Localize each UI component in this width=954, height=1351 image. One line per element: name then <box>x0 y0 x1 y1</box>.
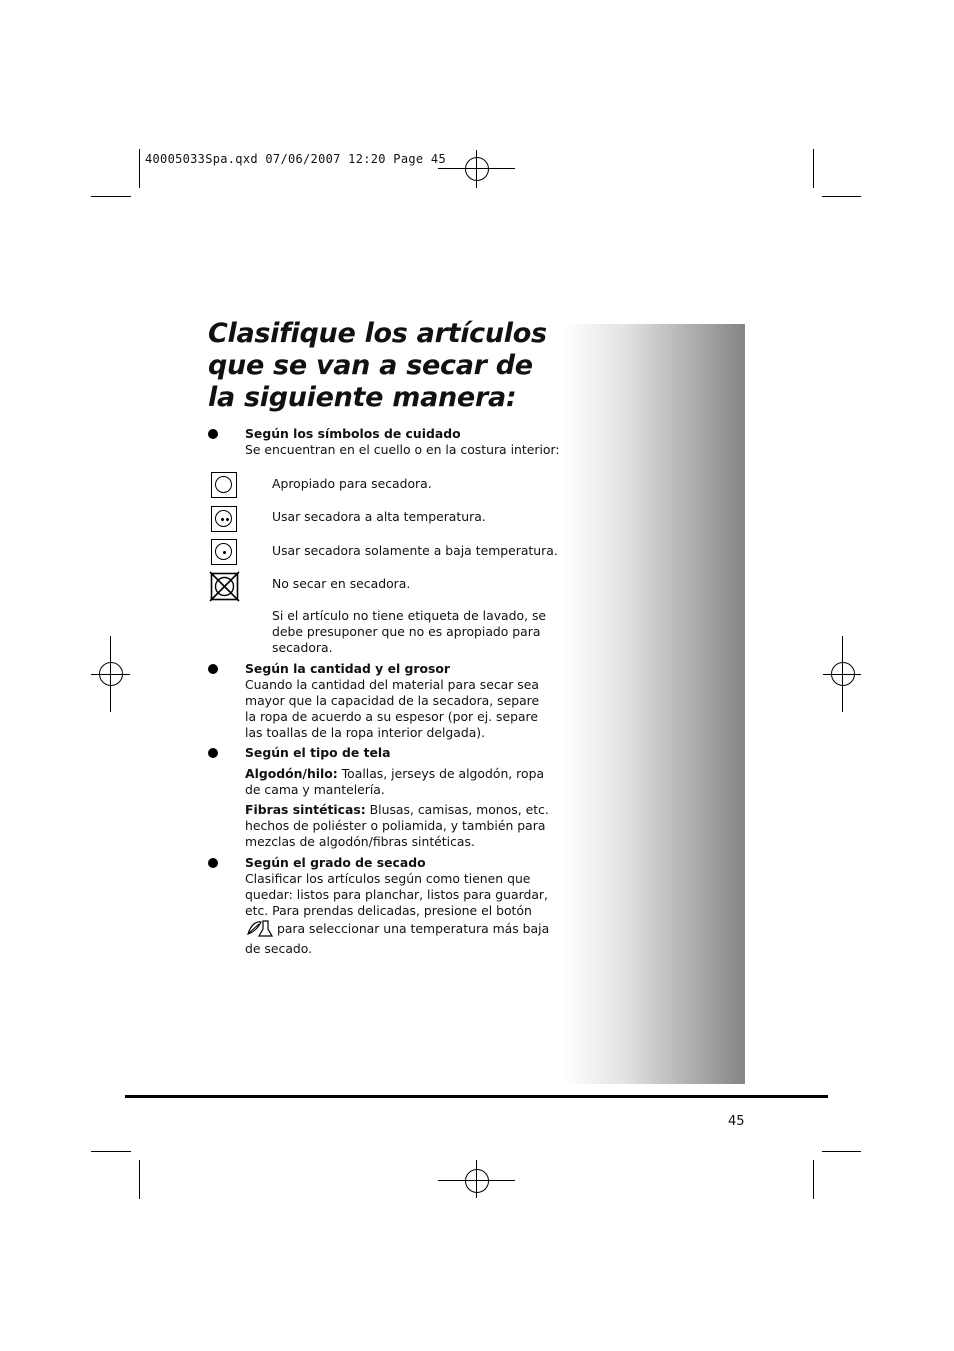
bullet-icon <box>208 748 218 758</box>
fabric-synthetic-text: Blusas, camisas, monos, etc. hechos de poliéster o poliamida, y también para mezclas de algodón/fibras sintéticas. <box>245 802 549 849</box>
symbol-label: Usar secadora a alta temperatura. <box>272 509 486 524</box>
fabric-synthetic <box>245 802 550 850</box>
crop-mark <box>139 149 140 188</box>
crop-mark <box>822 196 861 197</box>
section-intro-care: Se encuentran en el cuello o en la costura interior: <box>245 442 560 457</box>
crop-mark <box>813 1160 814 1199</box>
fabric-cotton-label: Algodón/hilo: <box>245 766 338 781</box>
section-heading-care: Según los símbolos de cuidado <box>245 426 461 441</box>
page-title: Clasifique los artículos que se van a secar de la siguiente manera: <box>208 318 547 413</box>
section-heading-fabric: Según el tipo de tela <box>245 745 391 760</box>
do-not-tumble-dry-icon <box>209 571 240 602</box>
decorative-sidebar <box>562 324 745 1084</box>
registration-mark-icon <box>831 662 855 686</box>
bullet-icon <box>208 664 218 674</box>
care-note: Si el artículo no tiene etiqueta de lavado, se debe presuponer que no es apropiado para secadora. <box>272 608 547 655</box>
registration-mark-icon <box>99 662 123 686</box>
registration-mark-icon <box>465 1169 489 1193</box>
section-body-quantity: Cuando la cantidad del material para secar sea mayor que la capacidad de la secadora, separe la ropa de acuerdo a su espesor (por ej. separe las toallas de la ropa interior delgada). <box>245 677 540 740</box>
dryness-text-before: Clasificar los artículos según como tienen que quedar: listos para planchar, listos para guardar, etc. Para prendas delicadas, presione el botón <box>245 871 548 918</box>
delicate-button-icon <box>245 919 273 941</box>
dryness-text-after: para seleccionar una temperatura más baja de secado. <box>245 921 550 956</box>
crop-mark <box>822 1151 861 1152</box>
page-number: 45 <box>728 1114 745 1129</box>
crop-mark <box>139 1160 140 1199</box>
fabric-synthetic-label: Fibras sintéticas: <box>245 802 366 817</box>
footer-rule <box>125 1095 828 1098</box>
bullet-icon <box>208 858 218 868</box>
symbol-label: No secar en secadora. <box>272 576 411 591</box>
symbol-label: Usar secadora solamente a baja temperatura. <box>272 543 558 558</box>
fabric-cotton <box>245 766 555 798</box>
bullet-icon <box>208 429 218 439</box>
registration-mark-icon <box>465 157 489 181</box>
section-heading-quantity: Según la cantidad y el grosor <box>245 661 451 676</box>
tumble-dry-high-icon <box>211 506 237 532</box>
tumble-dry-low-icon <box>211 539 237 565</box>
print-slug: 40005033Spa.qxd 07/06/2007 12:20 Page 45 <box>145 152 446 166</box>
crop-mark <box>91 1151 131 1152</box>
symbol-label: Apropiado para secadora. <box>272 476 432 491</box>
tumble-dry-normal-icon <box>211 472 237 498</box>
crop-mark <box>813 149 814 188</box>
section-heading-dryness: Según el grado de secado <box>245 855 426 870</box>
fabric-cotton-text: Toallas, jerseys de algodón, ropa de cama y mantelería. <box>245 766 545 797</box>
section-body-dryness <box>245 871 555 957</box>
crop-mark <box>91 196 131 197</box>
